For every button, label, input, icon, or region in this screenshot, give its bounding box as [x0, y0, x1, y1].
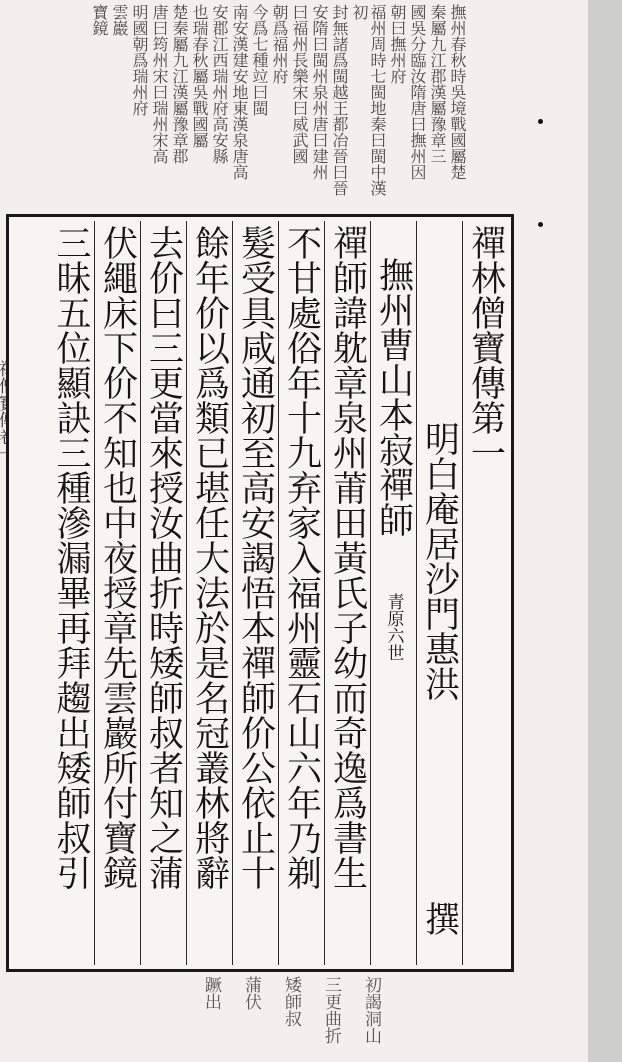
body-line: 餘年价以爲類已堪任大法於是名冠叢林將辭 [189, 225, 230, 890]
body-line: 伏繩床下价不知也中夜授章先雲巖所付寶鏡 [97, 225, 138, 890]
margin-note: 也瑞春秋屬吳戰國屬 [190, 4, 209, 148]
author-line [420, 421, 460, 701]
ink-dot [538, 222, 543, 227]
heading-column [370, 221, 416, 965]
margin-note: 封無諸爲閩越王都冶晉曰晉 [330, 4, 349, 196]
author-column [416, 221, 462, 965]
author-suffix: 撰 [419, 901, 460, 936]
margin-note: 今爲七種竝曰閩 [250, 4, 269, 116]
margin-note: 蒲伏 [241, 976, 261, 1010]
top-margin-notes [6, 4, 466, 210]
margin-note: 撫州春秋時吳境戰國屬楚 [448, 4, 467, 180]
margin-note: 安郡江西瑞州府高安縣 [210, 4, 229, 164]
book-title: 禪林僧寶傳第一 [465, 225, 506, 470]
body-line: 禪師諱躭章泉州莆田黃氏子幼而奇逸爲書生 [327, 225, 368, 890]
margin-note: 唐曰筠州宋曰瑞州宋高 [150, 4, 169, 164]
author-name: 惠洪 [419, 631, 460, 701]
margin-note: 雲巖 [110, 4, 129, 36]
body-column [232, 221, 278, 965]
body-line: 不甘處俗年十九弃家入福州靈石山六年乃剃 [281, 225, 322, 890]
ink-dot [538, 119, 543, 124]
margin-note: 三更曲折 [321, 976, 341, 1044]
margin-note: 蹶出 [201, 976, 221, 1010]
bottom-margin-notes [120, 976, 380, 1046]
title-column [462, 221, 508, 965]
heading-note: 青原六世 [383, 593, 404, 661]
margin-note: 明國朝爲瑞州府 [130, 4, 149, 116]
margin-note: 福州周時七閩地秦曰閩中漢初 [350, 4, 387, 196]
body-column [186, 221, 232, 965]
author-label: 明白庵居沙門 [419, 421, 460, 631]
margin-note: 寶鏡 [90, 4, 109, 36]
margin-note: 國吳分臨汝隋唐曰撫州因 [408, 4, 427, 180]
body-line: 三昧五位顯訣三種滲漏畢再拜趨出矮師叔引 [51, 225, 91, 890]
margin-note: 曰福州長樂宋曰威武國 [290, 4, 309, 164]
page-gutter [588, 0, 622, 1062]
margin-note: 南安漢建安地東漢泉唐高 [230, 4, 249, 180]
body-line: 髮受具咸通初至高安謁悟本禪師价公依止十 [235, 225, 276, 890]
margin-note: 朝曰撫州府 [388, 4, 407, 84]
body-column [94, 221, 140, 965]
body-column [324, 221, 370, 965]
column-grid [12, 221, 508, 965]
section-heading: 撫州曹山本寂禪師 [373, 257, 414, 537]
body-line: 去价曰三更當來授汝曲折時矮師叔者知之蒲 [143, 225, 184, 890]
margin-note: 安隋曰閩州泉州唐曰建州 [310, 4, 329, 180]
body-column [278, 221, 324, 965]
margin-note: 秦屬九江郡漢屬豫章三 [428, 4, 447, 164]
body-column [48, 221, 94, 965]
text-frame [6, 214, 514, 972]
margin-note: 楚秦屬九江漢屬豫章郡 [170, 4, 189, 164]
body-column [140, 221, 186, 965]
margin-note: 朝爲福州府 [270, 4, 289, 84]
margin-note: 初謁洞山 [361, 976, 381, 1044]
margin-note: 矮師叔 [281, 976, 301, 1027]
